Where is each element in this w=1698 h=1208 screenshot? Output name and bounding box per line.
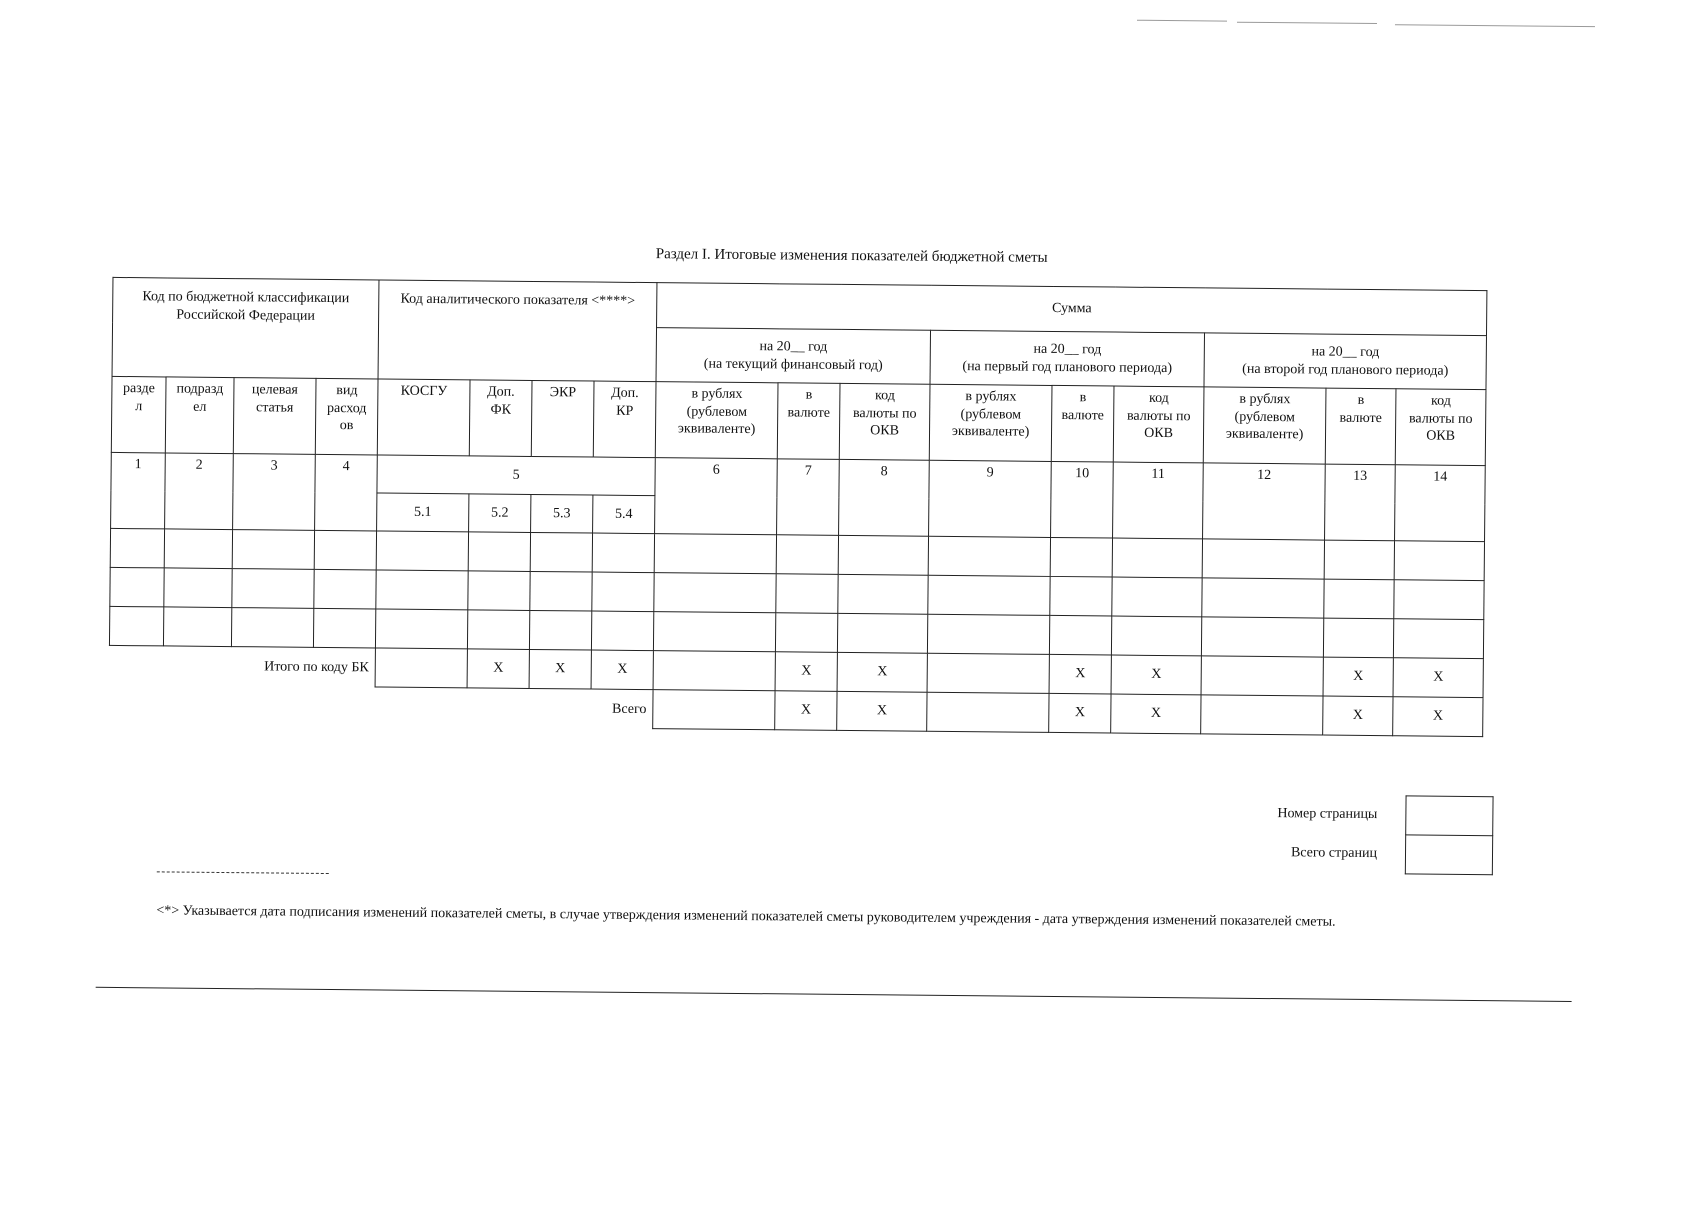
x-mark: X xyxy=(1111,694,1201,734)
col-subnumber: 5.4 xyxy=(593,495,655,534)
page-number-field[interactable] xyxy=(1406,796,1493,836)
podrazdel-header: подразд ел xyxy=(165,377,234,454)
year-first-header: на 20__ год (на первый год планового периода) xyxy=(930,330,1205,387)
col-number: 11 xyxy=(1113,462,1204,539)
ekr-header: ЭКР xyxy=(531,380,594,457)
year-second-header: на 20__ год (на второй год планового периода) xyxy=(1204,333,1487,390)
bottom-rule xyxy=(96,987,1572,1003)
vsego-label: Всего xyxy=(612,701,647,717)
col-number: 9 xyxy=(929,460,1052,537)
x-mark: X xyxy=(837,652,927,692)
itogo-label: Итого по коду БК xyxy=(264,658,369,675)
okv-second-header: код валюты по ОКВ xyxy=(1395,389,1486,466)
x-mark: X xyxy=(529,649,591,689)
okv-first-header: код валюты по ОКВ xyxy=(1113,386,1204,463)
sum-group-header: Сумма xyxy=(657,283,1487,336)
x-mark: X xyxy=(1049,654,1111,694)
x-mark: X xyxy=(1393,658,1483,698)
rub-first-header: в рублях (рублевом эквиваленте) xyxy=(929,384,1052,461)
val-second-header: в валюте xyxy=(1325,388,1396,465)
page-number-row xyxy=(1197,794,1493,836)
col-number: 8 xyxy=(839,459,930,536)
col-subnumber: 5.1 xyxy=(377,493,469,532)
col-number: 1 xyxy=(111,452,166,529)
total-pages-row xyxy=(1197,833,1493,875)
vid-rashoda-header: вид расход ов xyxy=(315,378,378,455)
header-row-3 xyxy=(111,376,1486,465)
x-mark: X xyxy=(591,650,653,690)
col-number: 3 xyxy=(233,454,316,531)
val-current-header: в валюте xyxy=(777,383,840,460)
x-mark: X xyxy=(1049,693,1111,733)
dop-fk-header: Доп. ФК xyxy=(469,380,532,457)
col-number: 7 xyxy=(777,459,840,536)
scan-artifact xyxy=(1237,22,1377,24)
col-subnumber: 5.3 xyxy=(531,494,593,533)
col-number: 14 xyxy=(1395,465,1486,542)
col-number: 13 xyxy=(1325,464,1396,541)
page-number-label: Номер страницы xyxy=(1277,806,1378,823)
razdel-header: разде л xyxy=(111,376,166,453)
x-mark: X xyxy=(837,691,927,731)
col-number: 6 xyxy=(655,458,778,535)
section-title: Раздел I. Итоговые изменения показателей бюджетной сметы xyxy=(655,246,1048,266)
okv-current-header: код валюты по ОКВ xyxy=(839,383,930,460)
footnote-separator xyxy=(157,871,329,874)
kosgu-header: КОСГУ xyxy=(377,379,470,456)
total-pages-label: Всего страниц xyxy=(1290,845,1378,862)
col-number: 2 xyxy=(165,453,234,530)
val-first-header: в валюте xyxy=(1051,385,1114,462)
scan-artifact xyxy=(1137,20,1227,22)
col-number: 4 xyxy=(315,454,378,531)
analytic-group-header: Код аналитического показателя <****> xyxy=(378,280,657,382)
year-current-header: на 20__ год (на текущий финансовый год) xyxy=(656,328,931,385)
total-pages-field[interactable] xyxy=(1405,835,1492,875)
x-mark: X xyxy=(1111,655,1201,695)
x-mark: X xyxy=(1323,657,1393,697)
dop-kr-header: Доп. КР xyxy=(593,381,656,458)
col-number: 5 xyxy=(377,455,655,496)
bk-group-header: Код по бюджетной классификации Российской Федерации xyxy=(112,277,379,379)
rub-current-header: в рублях (рублевом эквиваленте) xyxy=(655,382,778,459)
budget-table xyxy=(108,277,1487,737)
scan-artifact xyxy=(1395,24,1595,27)
col-number: 12 xyxy=(1203,463,1326,540)
x-mark: X xyxy=(1323,696,1393,736)
page-info xyxy=(1197,793,1494,875)
x-mark: X xyxy=(775,691,837,731)
col-number: 10 xyxy=(1051,461,1114,538)
x-mark: X xyxy=(1393,697,1483,737)
rub-second-header: в рублях (рублевом эквиваленте) xyxy=(1203,387,1326,464)
header-row-1 xyxy=(113,277,1488,335)
x-mark: X xyxy=(775,652,837,692)
celevaya-header: целевая статья xyxy=(233,378,316,455)
footnote: <*> Указывается дата подписания изменений показателей сметы, в случае утверждения изменений показателей сметы руководителем учреждения - дата утверждения изменений показателей сметы. xyxy=(156,903,1336,930)
col-subnumber: 5.2 xyxy=(469,494,531,533)
x-mark: X xyxy=(467,649,529,689)
